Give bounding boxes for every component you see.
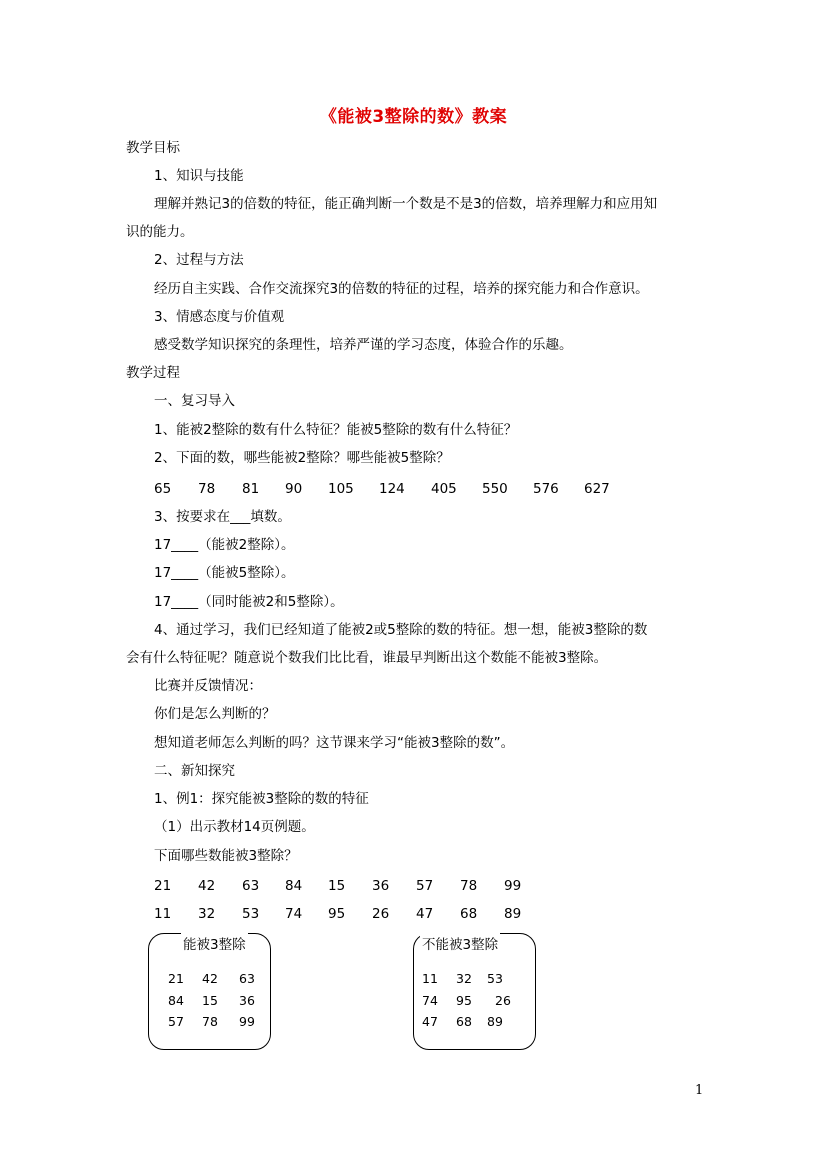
paragraph-line: 2、下面的数，哪些能被2整除？哪些能被5整除？ (154, 450, 450, 466)
number: 68 (460, 906, 478, 922)
paragraph-line: 你们是怎么判断的？ (154, 706, 276, 722)
number: 36 (372, 878, 390, 894)
box-number: 89 (487, 1014, 503, 1029)
box-number: 26 (495, 993, 511, 1008)
number: 53 (242, 906, 260, 922)
number: 84 (285, 878, 303, 894)
subheading: 3、情感态度与价值观 (154, 309, 285, 325)
paragraph-line: 17____（能被5整除）。 (154, 565, 295, 581)
box-number: 36 (239, 993, 255, 1008)
number: 65 (154, 481, 172, 497)
number: 15 (328, 878, 346, 894)
divisible-box-label: 能被3整除 (181, 933, 248, 953)
box-number: 42 (202, 971, 218, 986)
box-number: 21 (168, 971, 184, 986)
number: 105 (328, 481, 354, 497)
paragraph-line: 下面哪些数能被3整除？ (154, 848, 298, 864)
paragraph-line: 1、能被2整除的数有什么特征？能被5整除的数有什么特征？ (154, 422, 518, 438)
section-heading: 教学过程 (126, 365, 180, 381)
box-number: 84 (168, 993, 184, 1008)
paragraph-line: 3、按要求在___填数。 (154, 509, 291, 525)
not-divisible-box-label: 不能被3整除 (420, 933, 500, 953)
number: 627 (584, 481, 610, 497)
subheading: 2、过程与方法 (154, 252, 244, 268)
box-number: 11 (422, 971, 438, 986)
number: 90 (285, 481, 303, 497)
box-number: 15 (202, 993, 218, 1008)
paragraph-line: 4、通过学习，我们已经知道了能被2或5整除的数的特征。想一想，能被3整除的数 (154, 622, 648, 638)
number: 57 (416, 878, 434, 894)
number: 74 (285, 906, 303, 922)
section-heading: 教学目标 (126, 140, 180, 156)
number: 47 (416, 906, 434, 922)
number: 89 (504, 906, 522, 922)
number: 32 (198, 906, 216, 922)
number: 95 (328, 906, 346, 922)
number: 405 (431, 481, 457, 497)
box-number: 74 (422, 993, 438, 1008)
number: 21 (154, 878, 172, 894)
paragraph-line: 识的能力。 (126, 224, 194, 240)
document-title: 《能被3整除的数》教案 (319, 107, 508, 127)
number: 78 (198, 481, 216, 497)
box-number: 99 (239, 1014, 255, 1029)
subheading: 二、新知探究 (154, 763, 235, 779)
number: 550 (482, 481, 508, 497)
paragraph-line: 比赛并反馈情况： (154, 678, 262, 694)
paragraph-line: 理解并熟记3的倍数的特征，能正确判断一个数是不是3的倍数，培养理解力和应用知 (154, 196, 658, 212)
paragraph-line: 17____（同时能被2和5整除）。 (154, 594, 344, 610)
subheading: 一、复习导入 (154, 393, 235, 409)
number: 63 (242, 878, 260, 894)
paragraph-line: 17____（能被2整除）。 (154, 537, 295, 553)
number: 26 (372, 906, 390, 922)
paragraph-line: 想知道老师怎么判断的吗？这节课来学习“能被3整除的数”。 (154, 735, 515, 751)
number: 78 (460, 878, 478, 894)
paragraph-line: 1、例1：探究能被3整除的数的特征 (154, 791, 369, 807)
subheading: 1、知识与技能 (154, 168, 244, 184)
box-number: 78 (202, 1014, 218, 1029)
page-number: 1 (695, 1083, 704, 1098)
number: 11 (154, 906, 172, 922)
number: 576 (533, 481, 559, 497)
paragraph-line: 经历自主实践、合作交流探究3的倍数的特征的过程，培养的探究能力和合作意识。 (154, 281, 649, 297)
number: 124 (379, 481, 405, 497)
box-number: 95 (456, 993, 472, 1008)
paragraph-line: 会有什么特征呢？随意说个数我们比比看，谁最早判断出这个数能不能被3整除。 (126, 650, 608, 666)
box-number: 57 (168, 1014, 184, 1029)
box-number: 47 (422, 1014, 438, 1029)
paragraph-line: 感受数学知识探究的条理性，培养严谨的学习态度，体验合作的乐趣。 (154, 337, 573, 353)
box-number: 53 (487, 971, 503, 986)
box-number: 32 (456, 971, 472, 986)
box-number: 68 (456, 1014, 472, 1029)
number: 42 (198, 878, 216, 894)
number: 81 (242, 481, 260, 497)
box-number: 63 (239, 971, 255, 986)
paragraph-line: （1）出示教材14页例题。 (154, 819, 315, 835)
number: 99 (504, 878, 522, 894)
